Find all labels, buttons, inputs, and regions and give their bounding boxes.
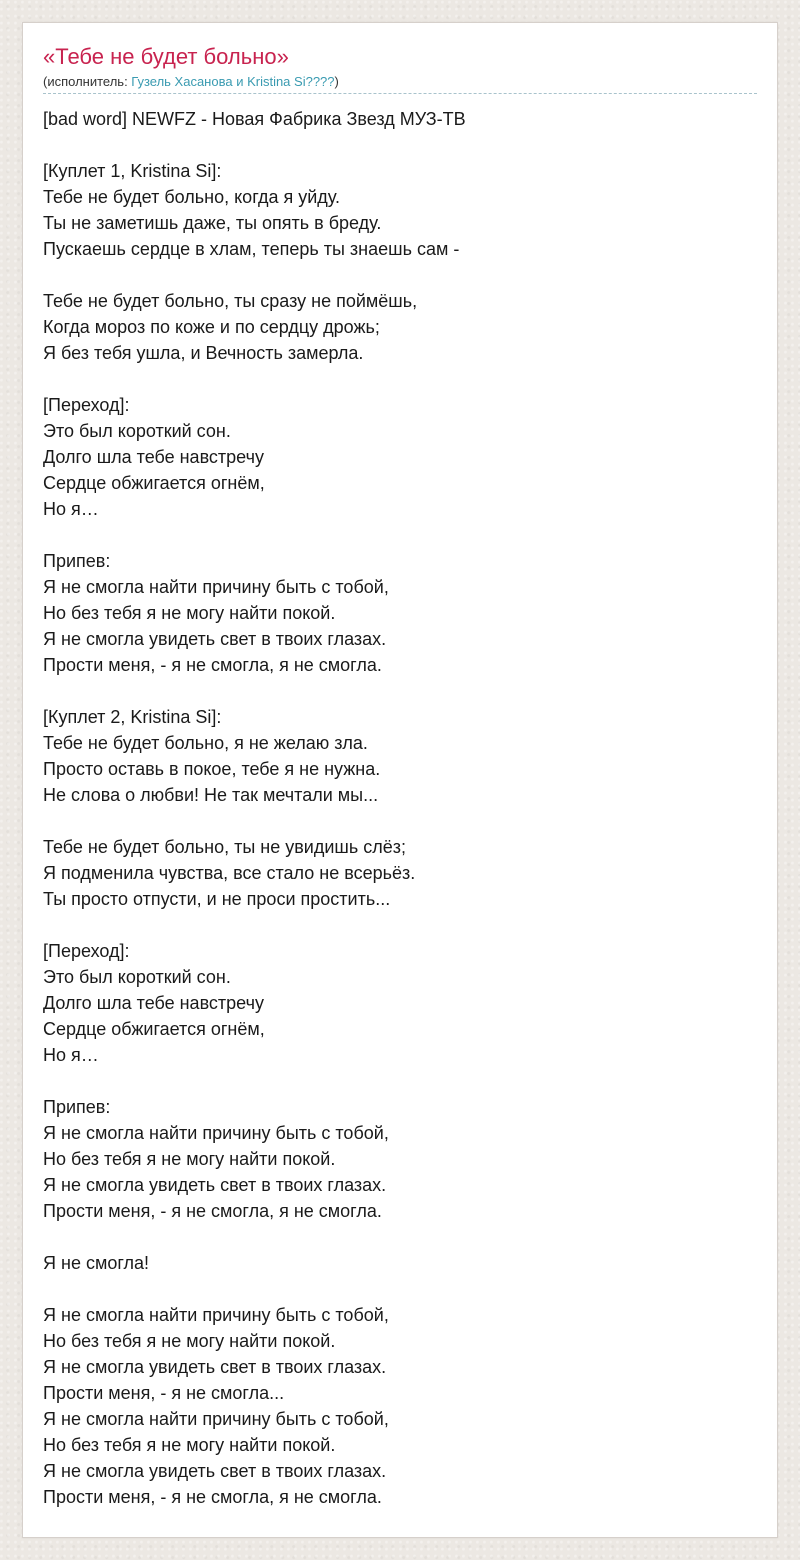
lyric-line: Но без тебя я не могу найти покой. <box>43 1149 336 1169</box>
lyric-line: Когда мороз по коже и по сердцу дрожь; <box>43 317 380 337</box>
lyric-line: Я не смогла увидеть свет в твоих глазах. <box>43 1357 387 1377</box>
lyric-line: Прости меня, - я не смогла, я не смогла. <box>43 655 382 675</box>
lyric-line: [Куплет 2, Kristina Si]: <box>43 707 222 727</box>
lyric-line: Припев: <box>43 551 111 571</box>
stanza-gap <box>43 808 759 834</box>
stanza-gap <box>43 366 759 392</box>
lyric-line: Припев: <box>43 1097 111 1117</box>
performer-suffix: ) <box>334 74 339 89</box>
lyric-line: Тебе не будет больно, ты не увидишь слёз; <box>43 837 406 857</box>
stanza-gap <box>43 912 759 938</box>
performer-line <box>43 74 339 90</box>
stanza-gap <box>43 522 759 548</box>
lyric-line: Я не смогла найти причину быть с тобой, <box>43 1123 389 1143</box>
lyric-line: Просто оставь в покое, тебе я не нужна. <box>43 759 381 779</box>
lyrics-card <box>22 22 778 1538</box>
lyric-line: Пускаешь сердце в хлам, теперь ты знаешь сам - <box>43 239 460 259</box>
lyric-line: Тебе не будет больно, когда я уйду. <box>43 187 340 207</box>
lyric-line: Прости меня, - я не смогла, я не смогла. <box>43 1487 382 1507</box>
stanza-gap <box>43 1276 759 1302</box>
lyric-line: [Куплет 1, Kristina Si]: <box>43 161 222 181</box>
lyric-line: Я не смогла увидеть свет в твоих глазах. <box>43 629 387 649</box>
performer-prefix: (исполнитель: <box>43 74 132 89</box>
lyric-line: Я не смогла увидеть свет в твоих глазах. <box>43 1461 387 1481</box>
stanza-gap <box>43 1224 759 1250</box>
lyric-line: Но без тебя я не могу найти покой. <box>43 1331 336 1351</box>
stanza-gap <box>43 262 759 288</box>
lyric-line: Прости меня, - я не смогла... <box>43 1383 285 1403</box>
performer-link[interactable]: Гузель Хасанова и Kristina Si???? <box>131 74 335 89</box>
lyric-line: Я не смогла найти причину быть с тобой, <box>43 1409 389 1429</box>
lyric-line: Сердце обжигается огнём, <box>43 1019 265 1039</box>
lyric-line: Ты не заметишь даже, ты опять в бреду. <box>43 213 382 233</box>
lyric-line: Это был короткий сон. <box>43 967 231 987</box>
stanza-gap <box>43 678 759 704</box>
lyric-line: Я без тебя ушла, и Вечность замерла. <box>43 343 364 363</box>
lyric-line: Долго шла тебе навстречу <box>43 447 264 467</box>
song-title: «Тебе не будет больно» <box>43 44 289 69</box>
lyric-line: Но без тебя я не могу найти покой. <box>43 1435 336 1455</box>
lyric-line: Я подменила чувства, все стало не всерьёз. <box>43 863 416 883</box>
lyric-line: [bad word] NEWFZ - Новая Фабрика Звезд МУЗ-ТВ <box>43 109 466 129</box>
lyric-line: Тебе не будет больно, ты сразу не поймёшь, <box>43 291 418 311</box>
lyric-line: Я не смогла найти причину быть с тобой, <box>43 577 389 597</box>
lyric-line: Но я… <box>43 1045 99 1065</box>
lyric-line: Не слова о любви! Не так мечтали мы... <box>43 785 379 805</box>
lyric-line: Но я… <box>43 499 99 519</box>
stanza-gap <box>43 1068 759 1094</box>
lyric-line: Я не смогла найти причину быть с тобой, <box>43 1305 389 1325</box>
lyric-line: Сердце обжигается огнём, <box>43 473 265 493</box>
header-divider <box>43 93 757 94</box>
lyric-line: Тебе не будет больно, я не желаю зла. <box>43 733 368 753</box>
lyric-line: Прости меня, - я не смогла, я не смогла. <box>43 1201 382 1221</box>
lyric-line: Долго шла тебе навстречу <box>43 993 264 1013</box>
lyric-line: Я не смогла увидеть свет в твоих глазах. <box>43 1175 387 1195</box>
lyric-line: Ты просто отпусти, и не проси простить... <box>43 889 391 909</box>
stanza-gap <box>43 132 759 158</box>
lyric-line: [Переход]: <box>43 395 130 415</box>
lyric-line: Это был короткий сон. <box>43 421 231 441</box>
lyric-line: Я не смогла! <box>43 1253 150 1273</box>
lyric-line: Но без тебя я не могу найти покой. <box>43 603 336 623</box>
lyrics-text <box>43 106 759 1510</box>
lyric-line: [Переход]: <box>43 941 130 961</box>
